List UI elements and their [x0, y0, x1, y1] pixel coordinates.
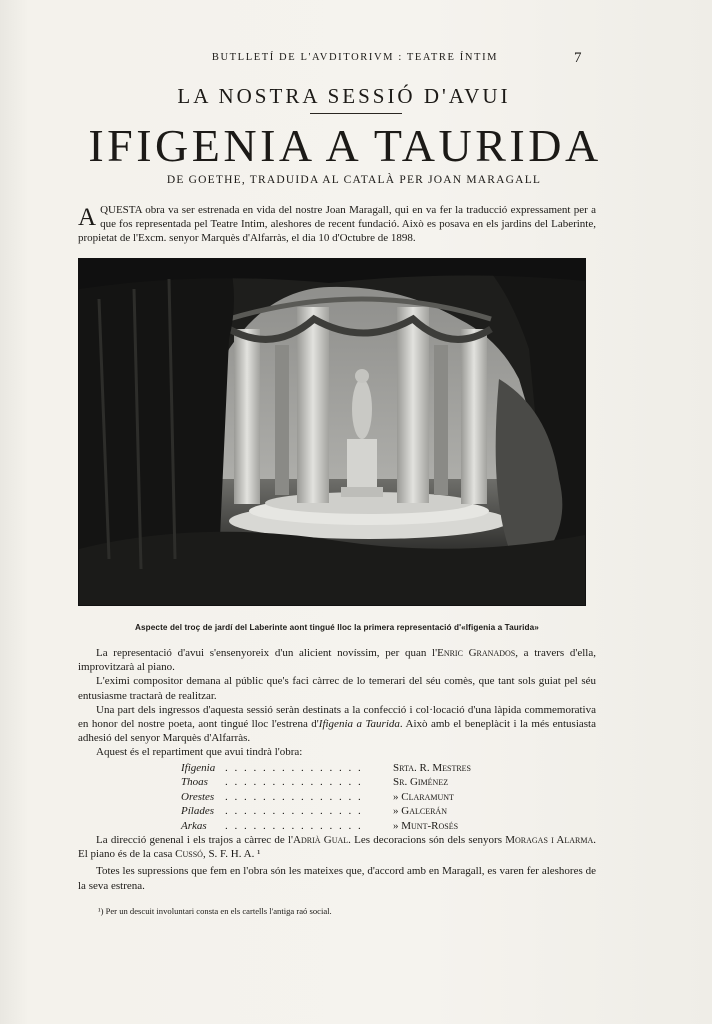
cast-row — [181, 790, 511, 804]
closing-text — [78, 833, 596, 893]
cast-row — [181, 775, 511, 789]
body-text — [78, 646, 596, 760]
paragraph-5-text-b: . Les decoracions són dels senyors — [348, 834, 506, 846]
intro-paragraph — [78, 203, 596, 245]
cast-leader-dots: . . . . . . . . . . . . . . . — [225, 762, 363, 774]
cast-row — [181, 819, 511, 833]
cast-role: Ifigenia — [181, 762, 216, 774]
running-head: BUTLLETÍ DE L'AVDITORIVM : TEATRE ÍNTIM — [211, 52, 499, 63]
cast-leader-dots: . . . . . . . . . . . . . . . — [225, 790, 363, 803]
cast-row — [181, 761, 511, 775]
paragraph-1 — [78, 646, 596, 674]
cast-role: Orestes — [181, 790, 215, 803]
title-rule — [310, 113, 402, 114]
cast-role: Arkas — [181, 819, 207, 832]
cast-row — [181, 804, 511, 818]
photo-caption: Aspecte del troç de jardí del Laberinte aont tingué lloc la primera representació d'«Ifigenia a Taurida» — [135, 623, 539, 632]
paragraph-5-text-a: La direcció genenal i els trajos a càrrec de l' — [96, 834, 294, 846]
play-title-italic: Ifigenia a Taurida — [318, 718, 400, 731]
cast-leader-dots: . . . . . . . . . . . . . . . — [225, 819, 363, 832]
garden-stage-photo — [78, 258, 586, 606]
paragraph-5 — [78, 833, 596, 861]
cast-actor: » Munt-Rosés — [393, 819, 459, 832]
page-number: 7 — [574, 50, 582, 66]
cast-actor: Sr. Giménez — [393, 776, 449, 789]
paragraph-6: Totes les supressions que fem en l'obra són les mateixes que, d'accord amb en Maragall, es varen fer aleshores de la seva estrena. — [78, 865, 596, 892]
cast-actor: » Claramunt — [393, 790, 454, 803]
paragraph-1-text-a: La representació d'avui s'ensenyoreix d'un alicient novíssim, per quan l' — [96, 647, 438, 659]
cast-leader-dots: . . . . . . . . . . . . . . . — [225, 776, 363, 789]
name-granados: Enric Granados — [437, 647, 516, 659]
name-gual: Adrià Gual — [293, 834, 349, 846]
paragraph-5-text-d: , S. F. H. A. ¹ — [202, 848, 261, 861]
paragraph-2: L'eximi compositor demana al públic que's faci càrrec de lo temerari del séu comès, que tant sols guiat pel séu entusiasme tractarà de realitzar. — [78, 675, 596, 702]
paragraph-5-text-c: . El piano és de la casa — [78, 834, 596, 861]
footnote: ¹) Per un descuit involuntari consta en els cartells l'antiga raó social. — [98, 906, 332, 916]
cast-actor: Srta. R. Mestres — [393, 762, 472, 774]
subtitle: DE GOETHE, TRADUIDA AL CATALÀ PER JOAN MARAGALL — [166, 174, 542, 186]
section-title: LA NOSTRA SESSIÓ D'AVUI — [177, 84, 511, 108]
name-cusso: Cussó — [175, 848, 203, 861]
drop-cap: A — [78, 204, 97, 231]
cast-role: Pílades — [181, 805, 214, 818]
cast-leader-dots: . . . . . . . . . . . . . . . — [225, 805, 363, 818]
paragraph-3-text-b: . Això amb el beneplàcit i la més entusiasta adhesió del senyor Marquès d'Alfarràs. — [78, 718, 596, 745]
cast-role: Thoas — [181, 776, 208, 789]
paragraph-3-text-a: Una part dels ingressos d'aquesta sessió seràn destinats a la confecció i col·locació d'una làpida commemorativa en honor del nostre poeta, aont tingué lloc l'estrena d' — [78, 703, 596, 731]
paragraph-1-text-b: , a travers d'ella, improvitzarà al piano. — [78, 647, 596, 674]
name-moragas-alarma: Moragas i Alarma — [505, 834, 594, 846]
paragraph-4: Aquest és el repartiment que avui tindrà l'obra: — [96, 746, 303, 759]
paragraph-3 — [78, 703, 596, 746]
main-title: IFIGENIA A TAURIDA — [88, 120, 602, 171]
cast-list — [181, 761, 511, 833]
cast-actor: » Galcerán — [393, 805, 447, 818]
intro-text: QUESTA obra va ser estrenada en vida del nostre Joan Maragall, qui en va fer la traducció expressament per a que fos representada pel Teatre Intim, aleshores de recent fundació. Això es posava en els jardins del Laberinte, propietat de l'Excm. senyor Marquès d'Alfarràs, el dia 10 d'Octubre de 1898. — [78, 204, 596, 244]
